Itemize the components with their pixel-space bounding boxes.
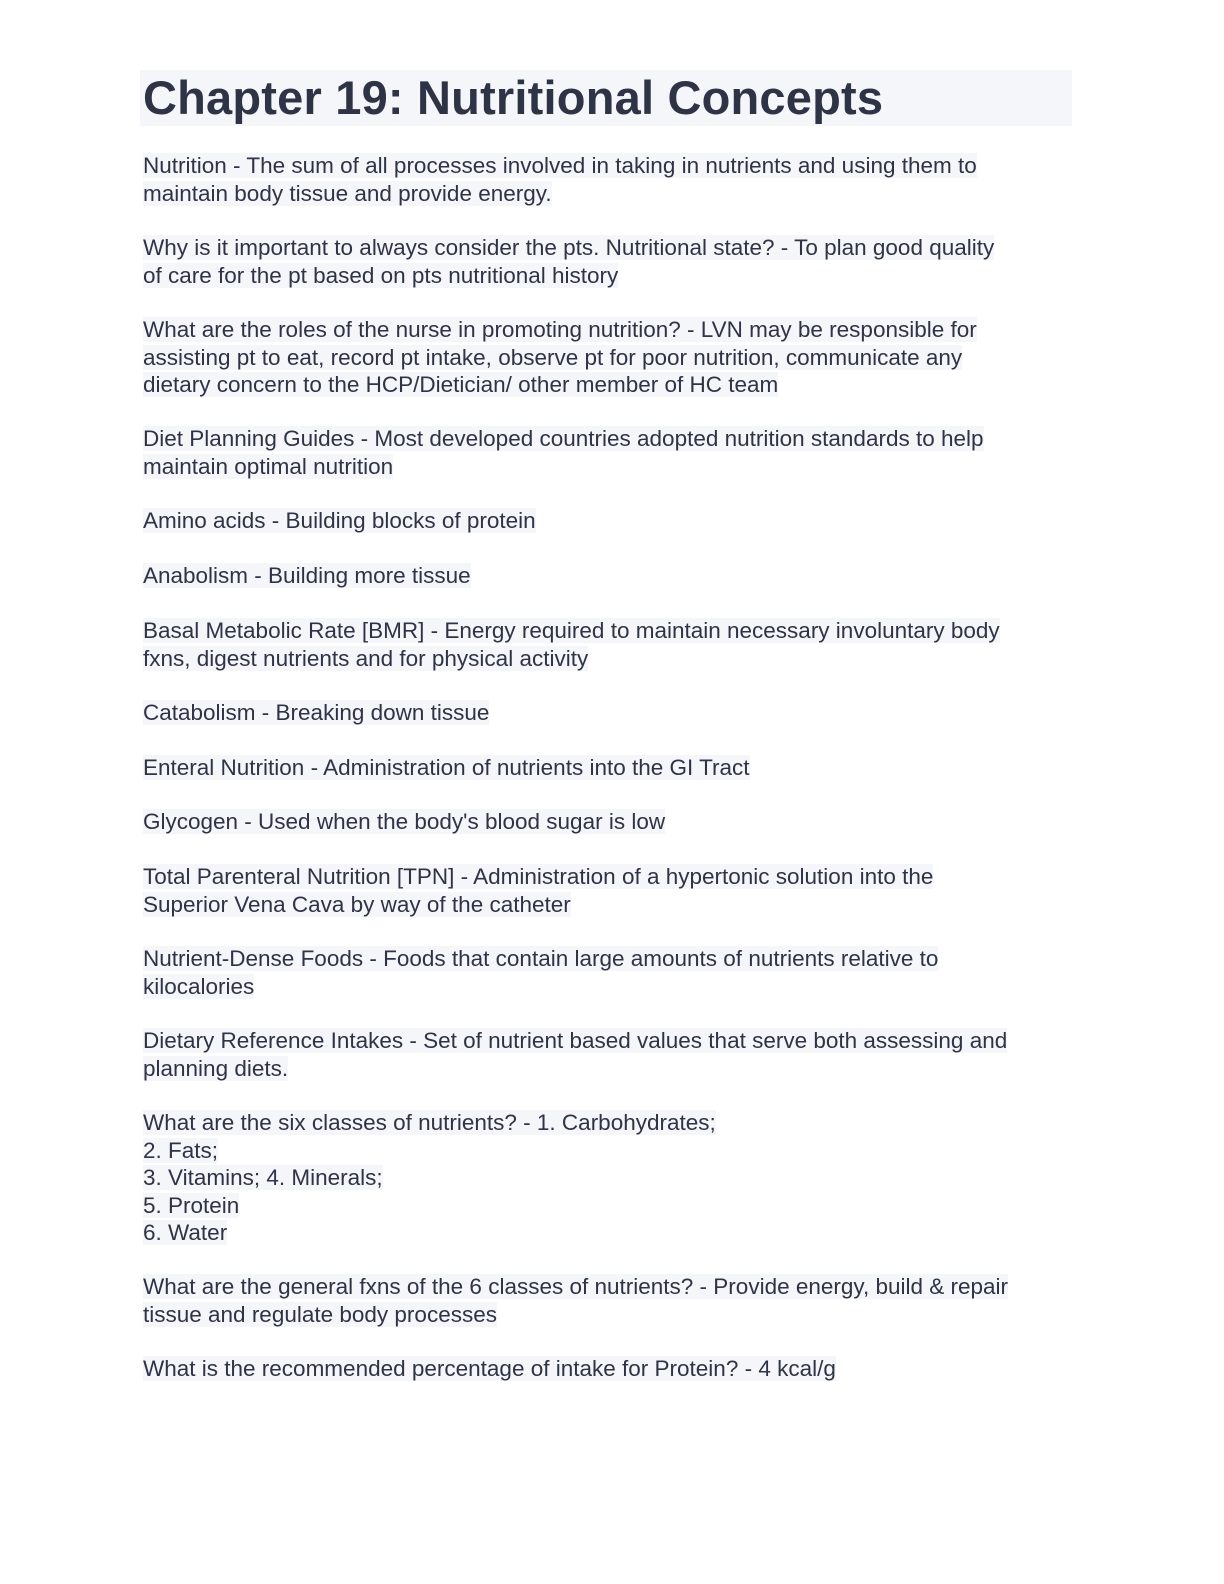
entry-general-fxns: [143, 1273, 1073, 1328]
entry-protein-intake: [143, 1355, 1073, 1383]
entry-line: Nutrient-Dense Foods - Foods that contain large amounts of nutrients relative to: [143, 946, 939, 971]
entry-enteral-nutrition: [143, 754, 1073, 782]
entry-line: 2. Fats;: [143, 1137, 219, 1163]
entry-line: Glycogen - Used when the body's blood sugar is low: [143, 809, 666, 834]
entry-line: 3. Vitamins; 4. Minerals;: [143, 1165, 383, 1190]
entry-line: What are the general fxns of the 6 classes of nutrients? - Provide energy, build & repair: [143, 1274, 1009, 1299]
entry-line: maintain optimal nutrition: [143, 453, 394, 479]
entry-line: What are the six classes of nutrients? - 1. Carbohydrates;: [143, 1110, 716, 1135]
entry-line: What is the recommended percentage of intake for Protein? - 4 kcal/g: [143, 1356, 836, 1381]
entry-line: Amino acids - Building blocks of protein: [143, 508, 536, 533]
entry-glycogen: [143, 808, 1073, 836]
entry-line: Basal Metabolic Rate [BMR] - Energy required to maintain necessary involuntary body: [143, 618, 1000, 643]
entry-line: 6. Water: [143, 1220, 228, 1245]
entry-line: of care for the pt based on pts nutritional history: [143, 262, 619, 288]
entry-nutrition: [143, 152, 1073, 207]
entry-dietary-reference-intakes: [143, 1027, 1073, 1082]
entry-line: Superior Vena Cava by way of the catheter: [143, 891, 571, 917]
entry-anabolism: [143, 562, 1073, 590]
entry-line: Catabolism - Breaking down tissue: [143, 700, 490, 725]
entry-line: What are the roles of the nurse in promoting nutrition? - LVN may be responsible for: [143, 317, 977, 342]
entry-diet-planning-guides: [143, 425, 1073, 480]
entry-amino-acids: [143, 507, 1073, 535]
entry-line: fxns, digest nutrients and for physical activity: [143, 645, 589, 671]
entry-line: dietary concern to the HCP/Dietician/ other member of HC team: [143, 372, 779, 397]
entry-nurse-roles: [143, 316, 1073, 399]
entry-bmr: [143, 617, 1073, 672]
entry-line: tissue and regulate body processes: [143, 1301, 497, 1327]
entry-line: Nutrition - The sum of all processes involved in taking in nutrients and using them to: [143, 153, 977, 178]
entry-line: 5. Protein: [143, 1192, 240, 1218]
entry-catabolism: [143, 699, 1073, 727]
entry-line: Anabolism - Building more tissue: [143, 563, 471, 588]
entry-tpn: [143, 863, 1073, 918]
entry-line: planning diets.: [143, 1055, 289, 1081]
entry-line: Diet Planning Guides - Most developed countries adopted nutrition standards to help: [143, 426, 984, 451]
entry-nutritional-state: [143, 234, 1073, 289]
entry-line: Enteral Nutrition - Administration of nutrients into the GI Tract: [143, 755, 750, 780]
entry-line: maintain body tissue and provide energy.: [143, 180, 552, 206]
entry-line: Dietary Reference Intakes - Set of nutrient based values that serve both assessing and: [143, 1028, 1008, 1053]
chapter-title: Chapter 19: Nutritional Concepts: [140, 70, 1072, 126]
entry-six-classes: [143, 1109, 1073, 1247]
entry-line: kilocalories: [143, 973, 255, 999]
entry-line: Total Parenteral Nutrition [TPN] - Administration of a hypertonic solution into the: [143, 864, 934, 889]
entry-line: Why is it important to always consider the pts. Nutritional state? - To plan good quality: [143, 235, 995, 260]
entry-nutrient-dense-foods: [143, 945, 1073, 1000]
entry-line: assisting pt to eat, record pt intake, observe pt for poor nutrition, communicate any: [143, 344, 963, 370]
